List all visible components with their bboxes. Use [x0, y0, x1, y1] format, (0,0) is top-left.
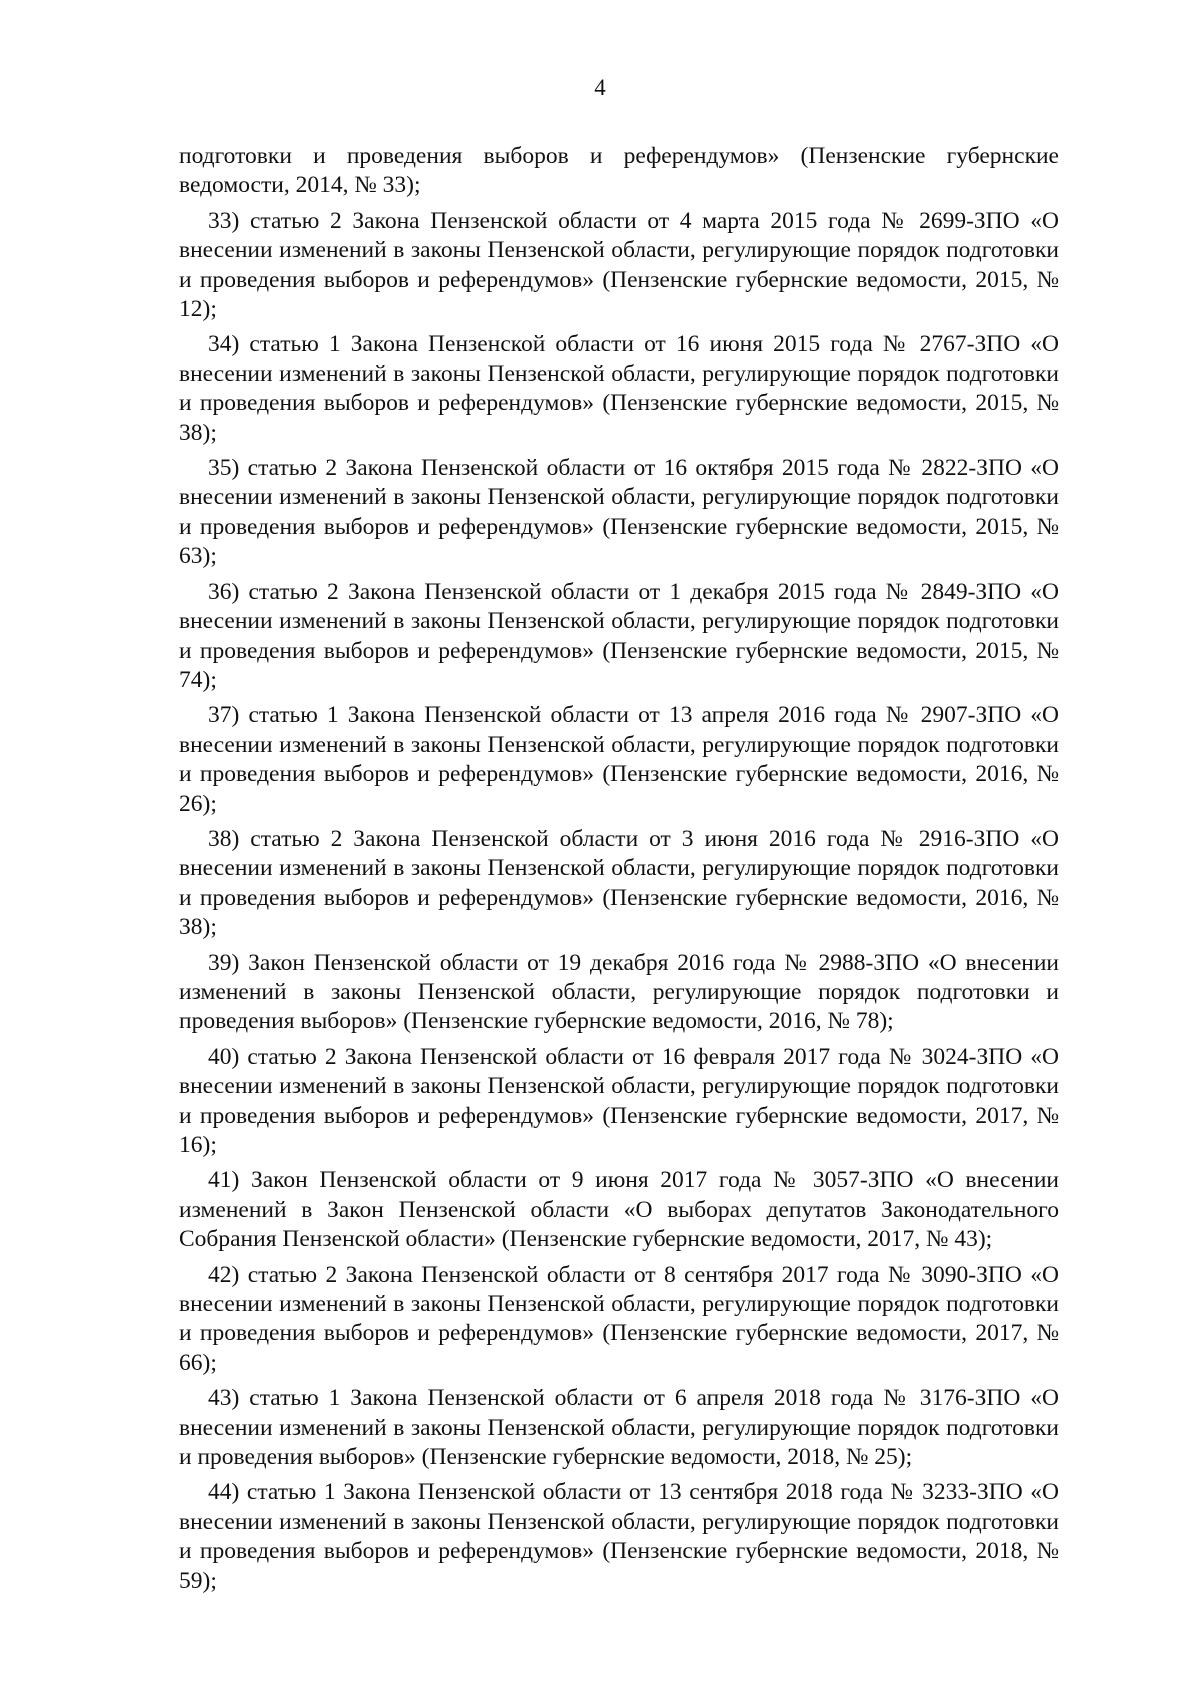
list-item-43: 43) статью 1 Закона Пензенской области от 6 апреля 2018 года № 3176-ЗПО «О внесении изменений в законы Пензенской области, регулирующие порядок подготовки и проведения выборов» (Пензенские губернские ведомости, 2018, № 25); — [179, 1385, 1059, 1471]
list-item-34: 34) статью 1 Закона Пензенской области от 16 июня 2015 года № 2767-ЗПО «О внесении изменений в законы Пензенской области, регулирующие порядок подготовки и проведения выборов и референдумов» (Пензенские губернские ведомости, 2015, № 38); — [179, 331, 1059, 446]
list-item-36: 36) статью 2 Закона Пензенской области от 1 декабря 2015 года № 2849-ЗПО «О внесении изменений в законы Пензенской области, регулирующие порядок подготовки и проведения выборов и референдумов» (Пензенские губернские ведомости, 2015, № 74); — [179, 578, 1059, 693]
paragraph-continuation: подготовки и проведения выборов и референдумов» (Пензенские губернские ведомости, 2014, № 33); — [179, 143, 1059, 199]
list-item-35: 35) статью 2 Закона Пензенской области от 16 октября 2015 года № 2822-ЗПО «О внесении изменений в законы Пензенской области, регулирующие порядок подготовки и проведения выборов и референдумов» (Пензенские губернские ведомости, 2015, № 63); — [179, 455, 1059, 570]
list-item-37: 37) статью 1 Закона Пензенской области от 13 апреля 2016 года № 2907-ЗПО «О внесении изменений в законы Пензенской области, регулирующие порядок подготовки и проведения выборов и референдумов» (Пензенские губернские ведомости, 2016, № 26); — [179, 702, 1059, 817]
list-item-33: 33) статью 2 Закона Пензенской области от 4 марта 2015 года № 2699-ЗПО «О внесении изменений в законы Пензенской области, регулирующие порядок подготовки и проведения выборов и референдумов» (Пензенские губернские ведомости, 2015, № 12); — [179, 207, 1059, 323]
list-item-41: 41) Закон Пензенской области от 9 июня 2017 года № 3057-ЗПО «О внесении изменений в Закон Пензенской области «О выборах депутатов Законодательного Собрания Пензенской области» (Пензенские губернские ведомости, 2017, № 43); — [179, 1167, 1059, 1253]
list-item-39: 39) Закон Пензенской области от 19 декабря 2016 года № 2988-ЗПО «О внесении изменений в законы Пензенской области, регулирующие порядок подготовки и проведения выборов» (Пензенские губернские ведомости, 2016, № 78); — [179, 949, 1059, 1035]
list-item-38: 38) статью 2 Закона Пензенской области от 3 июня 2016 года № 2916-ЗПО «О внесении изменений в законы Пензенской области, регулирующие порядок подготовки и проведения выборов и референдумов» (Пензенские губернские ведомости, 2016, № 38); — [179, 825, 1059, 941]
document-body — [179, 142, 1059, 1602]
list-item-42: 42) статью 2 Закона Пензенской области от 8 сентября 2017 года № 3090-ЗПО «О внесении изменений в законы Пензенской области, регулирующие порядок подготовки и проведения выборов и референдумов» (Пензенские губернские ведомости, 2017, № 66); — [179, 1261, 1059, 1376]
page-number: 4 — [594, 75, 606, 100]
list-item-44: 44) статью 1 Закона Пензенской области от 13 сентября 2018 года № 3233-ЗПО «О внесении изменений в законы Пензенской области, регулирующие порядок подготовки и проведения выборов и референдумов» (Пензенские губернские ведомости, 2018, № 59); — [179, 1479, 1059, 1594]
list-item-40: 40) статью 2 Закона Пензенской области от 16 февраля 2017 года № 3024-ЗПО «О внесении изменений в законы Пензенской области, регулирующие порядок подготовки и проведения выборов и референдумов» (Пензенские губернские ведомости, 2017, № 16); — [179, 1043, 1059, 1158]
